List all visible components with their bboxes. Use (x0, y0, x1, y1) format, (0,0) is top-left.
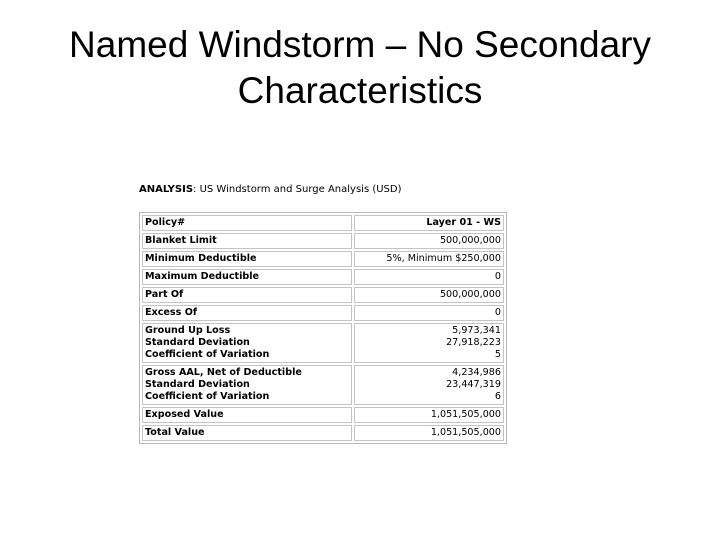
table-header-row (142, 215, 504, 231)
minimum-deductible-value: 5%, Minimum $250,000 (354, 251, 504, 267)
part-of-value: 500,000,000 (354, 287, 504, 303)
table-row (142, 407, 504, 423)
ground-up-sd-value: 27,918,223 (446, 337, 501, 348)
layer-label: Layer 01 - WS (354, 215, 504, 231)
analysis-description: : US Windstorm and Surge Analysis (USD) (193, 184, 402, 195)
table-row (142, 233, 504, 249)
gross-aal-label: Gross AAL, Net of Deductible (145, 367, 302, 378)
gross-aal-labels (142, 365, 352, 405)
slide-title (0, 22, 720, 114)
exposed-value-value: 1,051,505,000 (354, 407, 504, 423)
table-row (142, 269, 504, 285)
ground-up-labels (142, 323, 352, 363)
gross-aal-cv-value: 6 (494, 391, 501, 402)
ground-up-loss-label: Ground Up Loss (145, 325, 231, 336)
analysis-report (139, 183, 507, 444)
table-row (142, 251, 504, 267)
exposed-value-label: Exposed Value (142, 407, 352, 423)
maximum-deductible-value: 0 (354, 269, 504, 285)
excess-of-value: 0 (354, 305, 504, 321)
excess-of-label: Excess Of (142, 305, 352, 321)
blanket-limit-value: 500,000,000 (354, 233, 504, 249)
maximum-deductible-label: Maximum Deductible (142, 269, 352, 285)
gross-aal-value: 4,234,986 (452, 367, 501, 378)
analysis-heading (139, 183, 507, 197)
slide-title-line-2: Characteristics (237, 70, 483, 111)
ground-up-loss-value: 5,973,341 (452, 325, 501, 336)
gross-aal-values (354, 365, 504, 405)
total-value-value: 1,051,505,000 (354, 425, 504, 441)
total-value-label: Total Value (142, 425, 352, 441)
gross-aal-sd-label: Standard Deviation (145, 379, 250, 390)
ground-up-cv-value: 5 (494, 349, 501, 360)
ground-up-sd-label: Standard Deviation (145, 337, 250, 348)
table-row (142, 425, 504, 441)
gross-aal-sd-value: 23,447,319 (446, 379, 501, 390)
part-of-label: Part Of (142, 287, 352, 303)
ground-up-values (354, 323, 504, 363)
table-row (142, 287, 504, 303)
ground-up-cv-label: Coefficient of Variation (145, 349, 270, 360)
gross-aal-cv-label: Coefficient of Variation (145, 391, 270, 402)
table-row (142, 305, 504, 321)
table-row (142, 323, 504, 363)
slide-title-line-1: Named Windstorm – No Secondary (69, 24, 651, 65)
analysis-table (139, 212, 507, 444)
blanket-limit-label: Blanket Limit (142, 233, 352, 249)
policy-number-label: Policy# (142, 215, 352, 231)
analysis-label: ANALYSIS (139, 184, 194, 195)
table-row (142, 365, 504, 405)
minimum-deductible-label: Minimum Deductible (142, 251, 352, 267)
